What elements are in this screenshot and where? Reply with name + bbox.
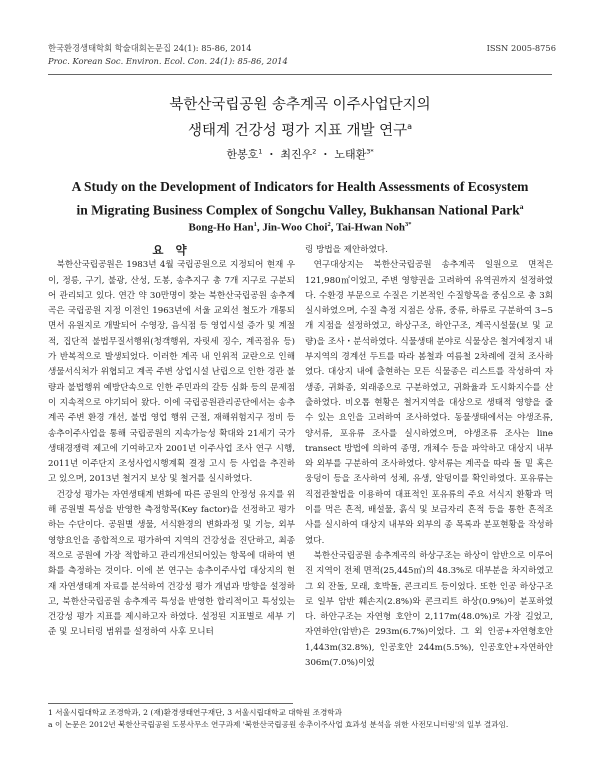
title-ko-line2: 생태계 건강성 평가 지표 개발 연구$^a$: [187, 122, 413, 139]
title-en-line1: A Study on the Development of Indicators for Health Assessments of Ecosystem: [71, 179, 529, 194]
right-column: [305, 243, 553, 671]
author-en-3: Tai-Hwan Noh: [336, 221, 405, 234]
author-en-1: Bong-Ho Han: [188, 221, 254, 234]
paper-title-en: [48, 177, 552, 221]
left-column: [48, 243, 295, 641]
title-ko-line1: 북한산국립공원 송추계곡 이주사업단지의: [169, 97, 431, 113]
title-en-line2: in Migrating Business Complex of Songchu Valley, Bukhansan National Park$^a$: [76, 202, 524, 218]
author-ko-2: 최진우: [280, 148, 313, 161]
abstract-paragraph-1: 북한산국립공원은 1983년 4월 국립공원으로 지정되어 현재 우이, 정릉, 구기, 불광, 산성, 도봉, 송추지구 총 7개 지구로 구분되어 관리되고 있다. 연간 약 30만명이 찾는 북한산국립공원 송추계곡은 국립공원 지정 이전인 1963년에 서울 교외선 철도가 개통되면서 유원지로 개발되어 수영장, 음식점 등 영업시설 증가 및 계절적, 집단적 불법무질서행위(청객행위, 자릿세 징수, 계곡점유 등)가 반복적으로 발생되었다. 이러한 계곡 내 인위적 교란으로 인해 생물서식처가 위협되고 계곡 주변 상업시설 난립으로 인한 경관 불량과 불법행위 예방단속으로 인한 주민과의 갈등 심화 등의 문제점이 지속적으로 야기되어 왔다. 이에 국립공원관리공단에서는 송추계곡 주변 환경 개선, 불법 영업 행위 근절, 재해위험지구 정비 등 송추이주사업을 통해 국립공원의 지속가능성 확대와 21세기 국가 생태경쟁력 제고에 기여하고자 2001년 이주사업 조사 연구 시행, 2011년 이주단지 조성사업시행계획 결정 고시 등 사업을 추진하고 있으며, 2013년 철거지 보상 및 철거를 실시하였다.: [48, 260, 295, 485]
abstract-paragraph-2: 건강성 평가는 자연생태계 변화에 따른 공원의 안정성 유지를 위해 공원별 특성을 반영한 측정항목(Key factor)을 선정하고 평가하는 수단이다. 공원별 생물, 서식환경의 변화과정 및 기능, 외부 영향요인을 종합적으로 평가하여 지역의 건강성을 진단하고, 최종적으로 공원에 가장 적합하고 관리개선되어있는 항목에 대하여 변화를 측정하는 것이다. 이에 본 연구는 송추이주사업 대상지의 현재 자연생태계 자료를 분석하여 건강성 평가 개념과 방향을 설정하고, 북한산국립공원 송추계곡 특성을 반영한 합리적이고 특성있는 건강성 평가 지표를 제시하고자 하였다. 설정된 지표별로 세부 기준 및 모니터링 범위를 설정하여 사후 모니터: [48, 489, 295, 638]
footnotes: [48, 707, 552, 731]
footnote-funding: a 이 논문은 2012년 북한산국립공원 도봉사무소 연구과제 '북한산국립공원 송추이주사업 효과성 분석을 위한 사전모니터링'의 일부 결과임.: [48, 720, 509, 729]
right-paragraph-2: 북한산국립공원 송추계곡의 하상구조는 하상이 암반으로 이루어진 지역이 전체 면적(25,445㎡)의 48.3%로 대부분을 차지하였고 그 외 잔돌, 모래, 호박돌, 콘크리트 등이었다. 또한 인공 하상구조로 일부 암반 훼손지(2.8%)와 콘크리트 하상(0.9%)이 분포하였다. 하안구조는 자연형 호안이 2,117m(48.0%)로 가장 길었고, 자연하안(암반)은 293m(6.7%)이었다. 그 외 인공+자연형호안 1,443m(32.8%), 인공호안 244m(5.5%), 인공호안+자연하안 306m(7.0%)이었: [305, 550, 553, 669]
title-en-footnote-mark: a: [519, 202, 524, 211]
footnote-divider: [48, 703, 293, 704]
right-paragraph-1: 연구대상지는 북한산국립공원 송추계곡 일원으로 면적은 121,980㎡이었고, 주변 영향권을 고려하여 유역권까지 설정하였다. 수환경 부문으로 수질은 기본적인 수질항목을 중심으로 총 3회 실시하였으며, 수질 측정 지점은 상류, 중류, 하류로 구분하여 3~5개 지점을 설정하였고, 하상구조, 하안구조, 계곡시설물(보 및 교량)을 조사・분석하였다. 식물생태 분야로 식물상은 철거예정지 내부지역의 경계선 두트를 따라 봄철과 여름철 2차례에 걸쳐 조사하였다. 대상지 내에 출현하는 모든 식물종은 리스트를 작성하여 자생종, 귀화종, 외래종으로 구분하였고, 귀화율과 도시화지수를 산출하였다. 비오톱 현황은 철거지역을 대상으로 생태적 영향을 줄 수 있는 요인을 고려하여 조사하였다. 동물생태에서는 야생조류, 양서류, 포유류 조사를 실시하였으며, 야생조류 조사는 line transect 방법에 의하여 종명, 개체수 등을 파악하고 대상지 내부와 외부를 구분하여 조사하였다. 양서류는 계곡을 따라 돌 밑 혹은 웅덩이 등을 조사하여 성체, 유생, 알덩이를 확인하였다. 포유류는 직접관찰법을 이용하여 대표적인 포유류의 주요 서식지 환황과 먹이를 먹은 흔적, 배설물, 흙식 및 보금자리 흔적 등을 통한 흔적조사를 실시하여 대상지 내부와 외부의 종 목록과 분포현황을 작성하였다.: [305, 260, 553, 546]
author-ko-1: 한봉호: [226, 148, 259, 161]
journal-header: [48, 42, 288, 68]
paper-title-ko: [48, 95, 552, 142]
title-ko-footnote-mark: a: [407, 122, 413, 131]
author-en-2: Jin-Woo Choi: [262, 221, 328, 234]
journal-citation-en: Proc. Korean Soc. Environ. Ecol. Con. 24(1): 85-86, 2014: [48, 56, 288, 66]
abstract-heading: 요 약: [152, 243, 191, 257]
authors-en: Bong-Ho Han$^1$, Jin-Woo Choi$^2$, Tai-Hwan Noh$^{3*}$: [188, 221, 412, 234]
journal-citation-ko: 한국환경생태학회 학술대회논문집 24(1): 85-86, 2014: [48, 43, 252, 53]
footnote-affiliations: 1 서울시립대학교 조경학과, 2 (재)환경생태연구재단, 3 서울시립대학교 대학원 조경학과: [48, 708, 342, 717]
author-ko-3: 노태환: [334, 148, 367, 161]
issn-label: ISSN 2005-8756: [486, 43, 556, 53]
header-divider: [48, 74, 552, 75]
right-paragraph-continued: 링 방법을 제안하였다.: [305, 245, 388, 255]
authors-ko: 한봉호$^1$ ・ 최진우$^2$ ・ 노태환$^{3*}$: [226, 147, 374, 161]
